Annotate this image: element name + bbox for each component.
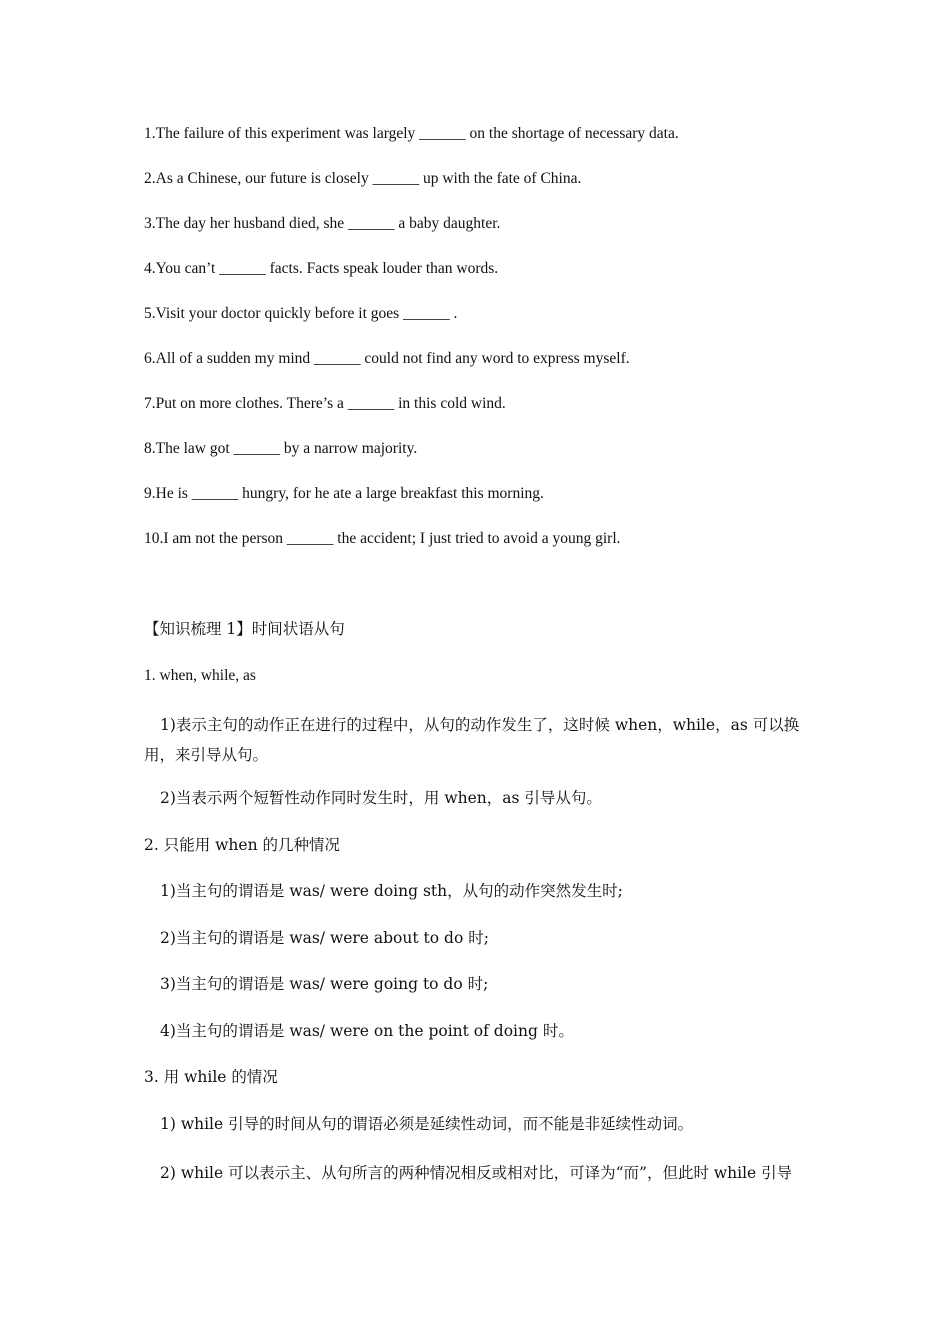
section-1-title: 1. when, while, as xyxy=(144,666,256,684)
section-2-point-2: 2)当主句的谓语是 was/ were about to do 时; xyxy=(160,928,489,947)
exercise-item-1: 1.The failure of this experiment was largely ______ on the shortage of necessary data. xyxy=(144,125,679,142)
exercise-item-5: 5.Visit your doctor quickly before it goes ______ . xyxy=(144,305,458,322)
exercise-item-4: 4.You can’t ______ facts. Facts speak louder than words. xyxy=(144,260,499,277)
section-2-title: 2. 只能用 when 的几种情况 xyxy=(144,835,340,854)
exercise-item-10: 10.I am not the person ______ the accident; I just tried to avoid a young girl. xyxy=(144,530,621,547)
exercise-item-2: 2.As a Chinese, our future is closely ______ up with the fate of China. xyxy=(144,170,582,187)
section-3-point-2: 2) while 可以表示主、从句所言的两种情况相反或相对比，可译为“而”，但此时 while 引导 xyxy=(160,1164,793,1182)
section-2-point-1: 1)当主句的谓语是 was/ were doing sth，从句的动作突然发生时; xyxy=(160,882,623,900)
section-3-point-1: 1) while 引导的时间从句的谓语必须是延续性动词，而不能是非延续性动词。 xyxy=(160,1114,694,1133)
section-3-title: 3. 用 while 的情况 xyxy=(144,1068,278,1086)
notes-heading: 【知识梳理 1】时间状语从句 xyxy=(144,620,345,638)
fill-in-exercise-list xyxy=(144,122,824,572)
exercise-item-8: 8.The law got ______ by a narrow majority. xyxy=(144,440,418,457)
section-1-point-1: 1)表示主句的动作正在进行的过程中，从句的动作发生了，这时候 when，while，as 可以换用，来引导从句。 xyxy=(144,716,800,764)
exercise-item-6: 6.All of a sudden my mind ______ could not find any word to express myself. xyxy=(144,350,630,367)
knowledge-notes xyxy=(144,617,810,1204)
section-1-point-2: 2)当表示两个短暂性动作同时发生时，用 when，as 引导从句。 xyxy=(160,789,602,807)
section-2-point-4: 4)当主句的谓语是 was/ were on the point of doing 时。 xyxy=(160,1021,574,1040)
section-2-point-3: 3)当主句的谓语是 was/ were going to do 时; xyxy=(160,975,489,993)
exercise-item-7: 7.Put on more clothes. There’s a ______ in this cold wind. xyxy=(144,395,506,412)
exercise-item-3: 3.The day her husband died, she ______ a baby daughter. xyxy=(144,215,501,232)
exercise-item-9: 9.He is ______ hungry, for he ate a large breakfast this morning. xyxy=(144,485,544,502)
